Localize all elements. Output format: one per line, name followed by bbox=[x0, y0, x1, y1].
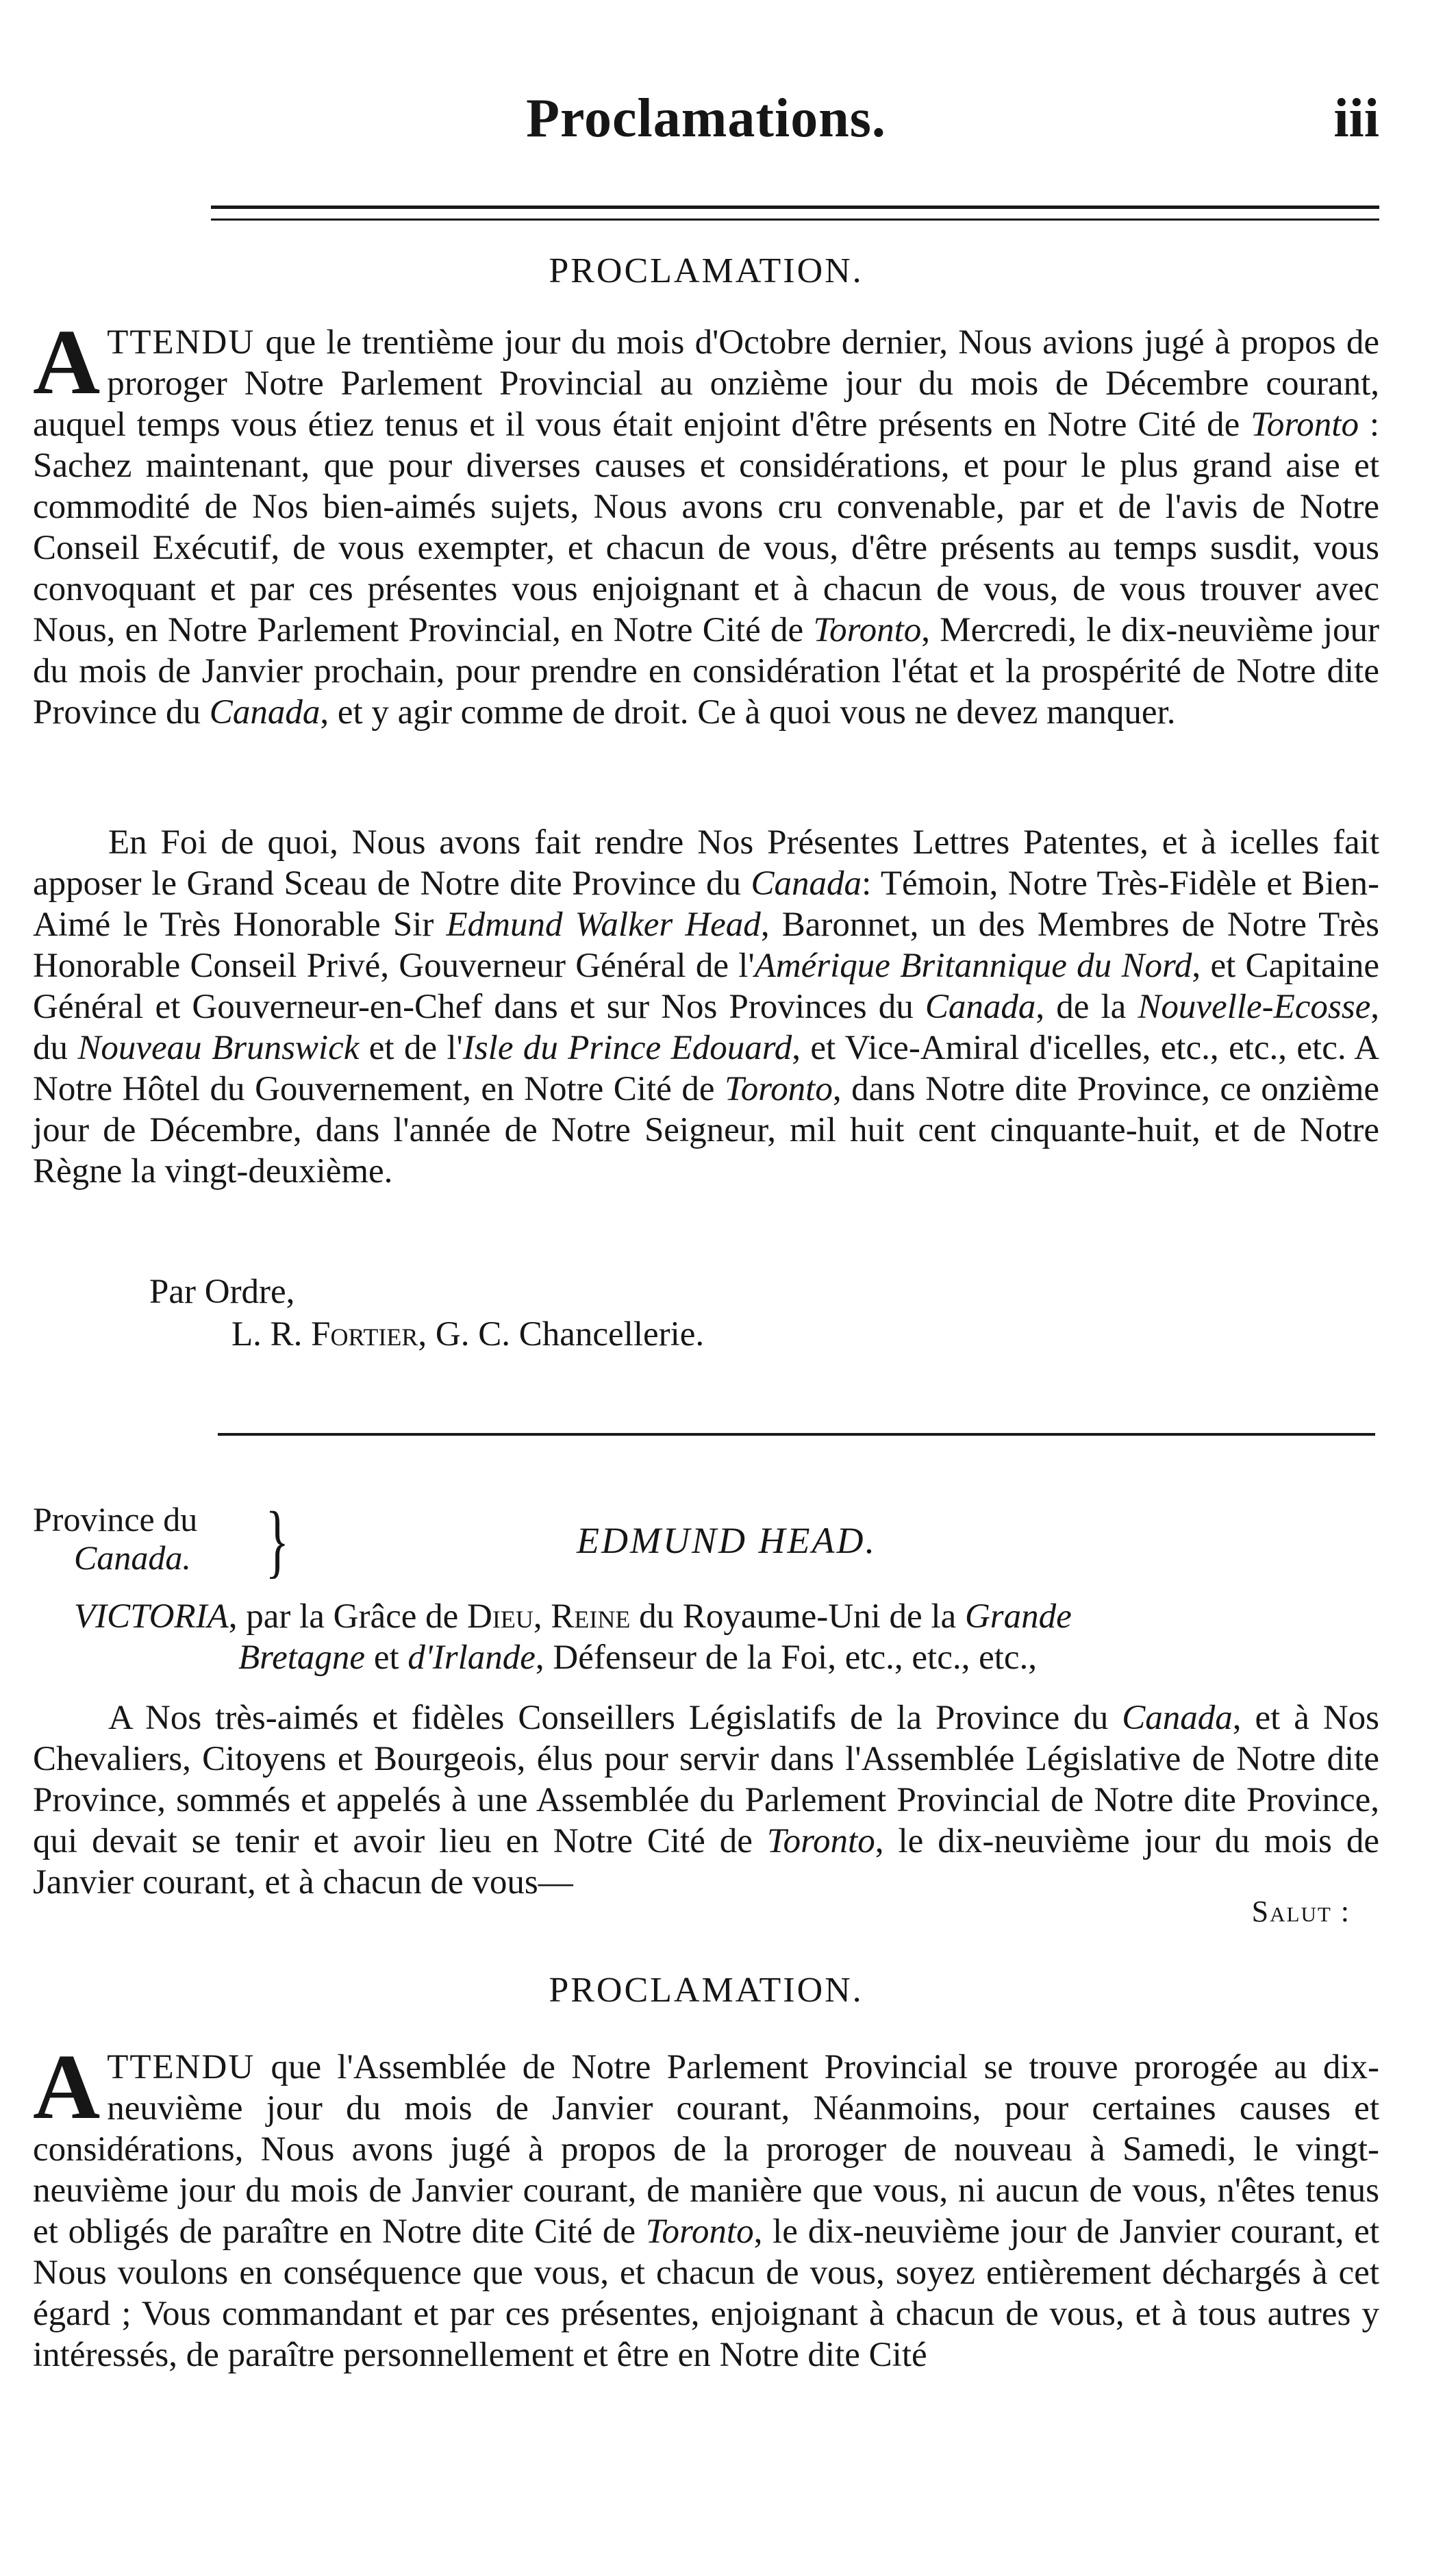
place-name: Amérique Britannique du Nord bbox=[754, 947, 1192, 985]
page-header bbox=[33, 81, 1379, 156]
text-segment: du Royaume-Uni de la bbox=[630, 1597, 965, 1636]
section-divider-rule bbox=[218, 1433, 1375, 1436]
running-title: Proclamations. bbox=[526, 88, 886, 149]
signature-name-line bbox=[149, 1313, 704, 1356]
place-name: Bretagne bbox=[238, 1638, 366, 1677]
place-name: Toronto bbox=[813, 611, 922, 649]
document-page bbox=[33, 0, 1379, 2568]
page-number: iii bbox=[1333, 88, 1379, 149]
place-name: Isle du Prince Edouard bbox=[462, 1029, 792, 1067]
opening-word: TTENDU bbox=[107, 2048, 255, 2086]
place-name: Toronto bbox=[725, 1070, 833, 1108]
curly-brace: } bbox=[265, 1495, 290, 1586]
text-segment: que le trentième jour du mois d'Octobre dernier, Nous avions jugé à propos de proroger Notre Parlement Provincial au onzième jour du mois de Décembre courant, auquel temps vous étiez tenus et il vous était enjoint d'être présents en Notre Cité de bbox=[33, 323, 1379, 444]
signature-surname: Fortier bbox=[311, 1315, 418, 1354]
proclamation-1-paragraph-2 bbox=[33, 822, 1379, 1192]
header-double-rule bbox=[211, 205, 1379, 221]
text-segment: En Foi de quoi, Nous avons fait rendre Nos Présentes Lettres Patentes, et à icelles fait apposer le Grand Sceau de Notre dite Province du bbox=[33, 823, 1379, 903]
text-small-caps: Dieu bbox=[467, 1597, 534, 1636]
place-name: Canada bbox=[925, 988, 1036, 1026]
drop-cap-letter: A bbox=[33, 311, 101, 414]
text-segment: , et Capitaine Général et Gouverneur-en-Chef dans et sur Nos Provinces du bbox=[33, 947, 1379, 1026]
province-line-2: Canada. bbox=[74, 1538, 191, 1577]
place-name: Toronto bbox=[1251, 406, 1359, 444]
text-segment: , le dix-neuvième jour du mois de Janvier courant, et à chacun de vous— bbox=[33, 1822, 1379, 1902]
text-small-caps: Reine bbox=[551, 1597, 631, 1636]
place-name: Canada bbox=[1122, 1699, 1233, 1737]
place-name: Toronto bbox=[766, 1822, 875, 1860]
proclamation-1-paragraph-1 bbox=[33, 311, 1380, 733]
text-segment: , par la Grâce de bbox=[228, 1597, 468, 1636]
province-line-1: Province du bbox=[33, 1500, 198, 1538]
text-segment: et bbox=[365, 1638, 408, 1677]
place-name: Nouveau Brunswick bbox=[77, 1029, 360, 1067]
royal-style bbox=[74, 1596, 1379, 1678]
address-paragraph bbox=[33, 1697, 1379, 1903]
governor-name: EDMUND HEAD. bbox=[577, 1520, 877, 1561]
text-segment: A Nos très-aimés et fidèles Conseillers Législatifs de la Province du bbox=[108, 1699, 1122, 1737]
text-segment: , Défenseur de la Foi, etc., etc., etc., bbox=[535, 1638, 1038, 1677]
text-segment: que l'Assemblée de Notre Parlement Provincial se trouve prorogée au dix-neuvième jour du mois de Janvier courant, Néanmoins, pour certaines causes et considérations, Nous avons jugé à propos de la proroger de nouveau à Samedi, le vingt-neuvième jour du mois de Janvier courant, de manière que vous, ni aucun de vous, n'êtes tenus et obligés de paraître en Notre dite Cité de bbox=[33, 2048, 1379, 2251]
text-segment: , et y agir comme de droit. Ce à quoi vous ne devez manquer. bbox=[320, 693, 1176, 732]
place-name: Canada bbox=[209, 693, 321, 732]
person-name: Edmund Walker Head bbox=[446, 906, 761, 944]
signature-initials: L. R. bbox=[231, 1315, 312, 1354]
text-segment: , Baronnet, un des Membres de Notre Très Honorable Conseil Privé, Gouverneur Général de l' bbox=[33, 906, 1379, 985]
text-segment: : Témoin, Notre Très-Fidèle et Bien-Aimé le Très Honorable Sir bbox=[33, 864, 1379, 944]
text-segment: , dans Notre dite Province, ce onzième jour de Décembre, dans l'année de Notre Seigneur, mil huit cent cinquante-huit, et de Notre Règne la vingt-deuxième. bbox=[33, 1070, 1380, 1190]
proclamation-2-paragraph-1 bbox=[33, 2036, 1379, 2376]
text-segment: , de la bbox=[1035, 988, 1138, 1026]
text-segment: , et à Nos Chevaliers, Citoyens et Bourgeois, élus pour servir dans l'Assemblée Législative de Notre dite Province, sommés et appelés à une Assemblée du Parlement Provincial de Notre dite Province, qui devait se tenir et avoir lieu en Notre Cité de bbox=[33, 1699, 1379, 1860]
signature-by-order: Par Ordre, bbox=[149, 1273, 295, 1311]
proclamation-heading-1: PROCLAMATION. bbox=[549, 251, 864, 290]
place-name: Canada bbox=[751, 864, 862, 903]
signature-title: , G. C. Chancellerie. bbox=[418, 1315, 705, 1354]
text-segment: , Mercredi, le dix-neuvième jour du mois de Janvier prochain, pour prendre en considération l'état et la prospérité de Notre dite Province du bbox=[33, 611, 1379, 732]
text-segment: , le dix-neuvième jour de Janvier courant, et Nous voulons en conséquence que vous, et chacun de vous, soyez entièrement déchargés à cet égard ; Vous commandant et par ces présentes, enjoignant à chacun de vous, et à tous autres y intéressés, de paraître personnellement et être en Notre dite Cité bbox=[33, 2212, 1379, 2374]
signature-block bbox=[149, 1271, 704, 1356]
text-segment: : Sachez maintenant, que pour diverses causes et considérations, et pour le plus grand aise et commodité de Nos bien-aimés sujets, Nous avons cru convenable, par et de l'avis de Notre Conseil Exécutif, de vous exempter, et chacun de vous, d'être présents au temps susdit, vous convoquant et par ces présentes vous enjoignant et à chacun de vous, de vous trouver avec Nous, en Notre Parlement Provincial, en Notre Cité de bbox=[33, 406, 1380, 649]
text-segment: et de l' bbox=[359, 1029, 463, 1067]
text-segment: , bbox=[533, 1597, 551, 1636]
place-name: Nouvelle-Ecosse bbox=[1138, 988, 1371, 1026]
place-name: Toronto bbox=[645, 2212, 754, 2251]
text-segment: , et Vice-Amiral d'icelles, etc., etc., etc. A Notre Hôtel du Gouvernement, en Notre Cité de bbox=[33, 1029, 1379, 1108]
salutation: Salut : bbox=[1251, 1895, 1351, 1928]
text-segment: , du bbox=[33, 988, 1379, 1067]
place-name: Grande bbox=[964, 1597, 1072, 1636]
proclamation-heading-2: PROCLAMATION. bbox=[549, 1971, 864, 2010]
opening-word: TTENDU bbox=[107, 323, 255, 362]
place-name: d'Irlande bbox=[407, 1638, 536, 1677]
drop-cap-letter: A bbox=[33, 2036, 101, 2139]
sovereign-name: VICTORIA bbox=[74, 1597, 229, 1636]
